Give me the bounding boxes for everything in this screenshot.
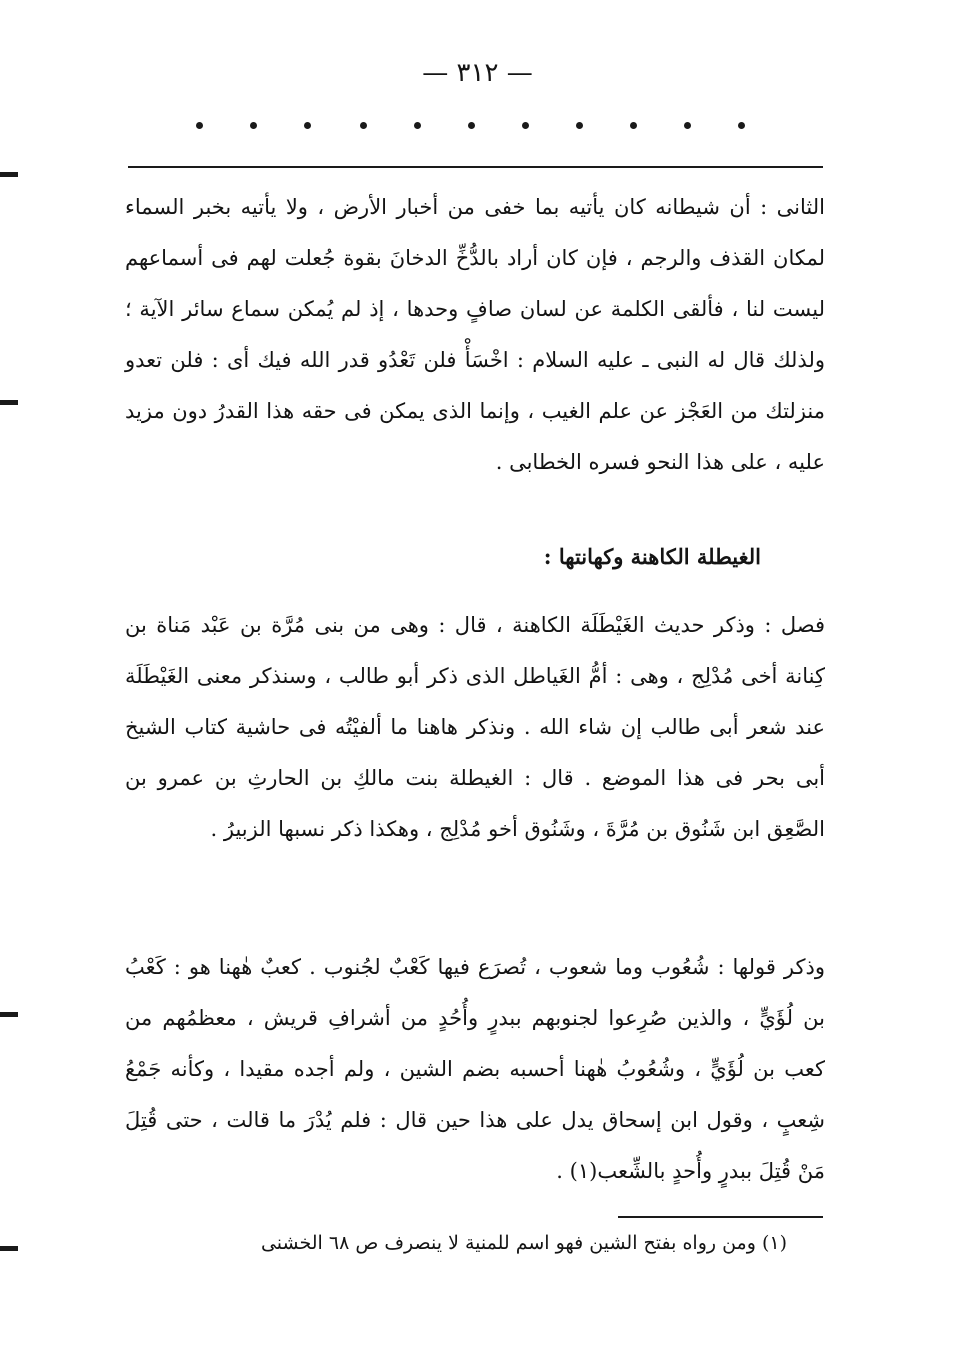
separator-dot bbox=[684, 122, 691, 129]
separator-dot bbox=[304, 122, 311, 129]
separator-dot bbox=[250, 122, 257, 129]
paragraph-shuub: وذكر قولها : شُعُوب وما شعوب ، تُصرَع فيها كَعْبٌ لجُنوب . كعبٌ هٰهنا هو : كَعْبُ بن لُؤَيٍّ ، والذين صُرِعوا لجنوبهم ببدرٍ وأُحُدٍ من أشرافِ قريش ، معظمُهم من كعب بن لُؤَيٍّ ، وشُعُوبُ هٰهنا أحسبه بضم الشين ، ولم أجده مقيدا ، وكأنه جَمْعُ شِعبٍ ، وقول ابن إسحاق يدل على هذا حين قال : فلم يُدْرَ ما قالت ، حتى قُتِلَ مَنْ قُتِلَ ببدرٍ وأُحدٍ بالشِّعب(١) . bbox=[125, 955, 825, 1183]
separator-dot bbox=[196, 122, 203, 129]
margin-mark bbox=[0, 400, 18, 405]
footnote-rule bbox=[618, 1216, 823, 1218]
paragraph-kahin-explanation: الثانى : أن شيطانه كان يأتيه بما خفى من أخبار الأرض ، ولا يأتيه بخبر السماء لمكان القذف والرجم ، فإن كان أراد بالدُّخِّ الدخانَ بقوة جُعلت لهم فى أسماعهم ليست لنا ، فألقى الكلمة عن لسان صافٍ وحدها ، إذ لم يُمكن سماع سائر الآية ؛ ولذلك قال له النبى ـ عليه السلام : اخْسَأْ فلن تَعْدُو قدر الله فيك أى : فلن تعدو منزلتك من العَجْز عن علم الغيب ، وإنما الذى يمكن فى حقه هذا القدرُ دون مزيد عليه ، على هذا النحو فسره الخطابى . bbox=[125, 195, 825, 474]
separator-dot bbox=[468, 122, 475, 129]
margin-mark bbox=[0, 1012, 18, 1017]
separator-dot bbox=[414, 122, 421, 129]
separator-dot bbox=[738, 122, 745, 129]
margin-mark bbox=[0, 172, 18, 177]
footnote: (١) ومن رواه بفتح الشين فهو اسم للمنية لا ينصرف ص ٦٨ الخشنى bbox=[260, 1232, 787, 1254]
paragraph-ghaytala: فصل : وذكر حديث الغَيْطَلَة الكاهنة ، قال : وهى من بنى مُرَّة بن عَبْد مَناة بن كِنانة أخى مُدْلِج ، وهى : أمُّ الغَياطل الذى ذكر أبو طالب ، وسنذكر معنى الغَيْطَلَة عند شعر أبى طالب إن شاء الله . ونذكر هاهنا ما ألفيْتُه فى حاشية كتاب الشيخ أبى بحر فى هذا الموضع . قال : الغيطلة بنت مالكِ بن الحارثِ بن عمرو بن الصَّعِق ابن شَنُوق بن مُرَّةَ ، وشَنُوق أخو مُدْلِج ، وهكذا ذكر نسبها الزبيرُ . bbox=[125, 613, 825, 841]
separator-dot bbox=[522, 122, 529, 129]
margin-mark bbox=[0, 1246, 18, 1251]
separator-dot bbox=[630, 122, 637, 129]
separator-dots bbox=[180, 122, 760, 158]
separator-dot bbox=[576, 122, 583, 129]
separator-dot bbox=[360, 122, 367, 129]
top-rule bbox=[128, 166, 823, 168]
page-number: — ٣١٢ — bbox=[422, 58, 533, 88]
section-heading: الغيطلة الكاهنة وكهانتها : bbox=[543, 544, 761, 569]
